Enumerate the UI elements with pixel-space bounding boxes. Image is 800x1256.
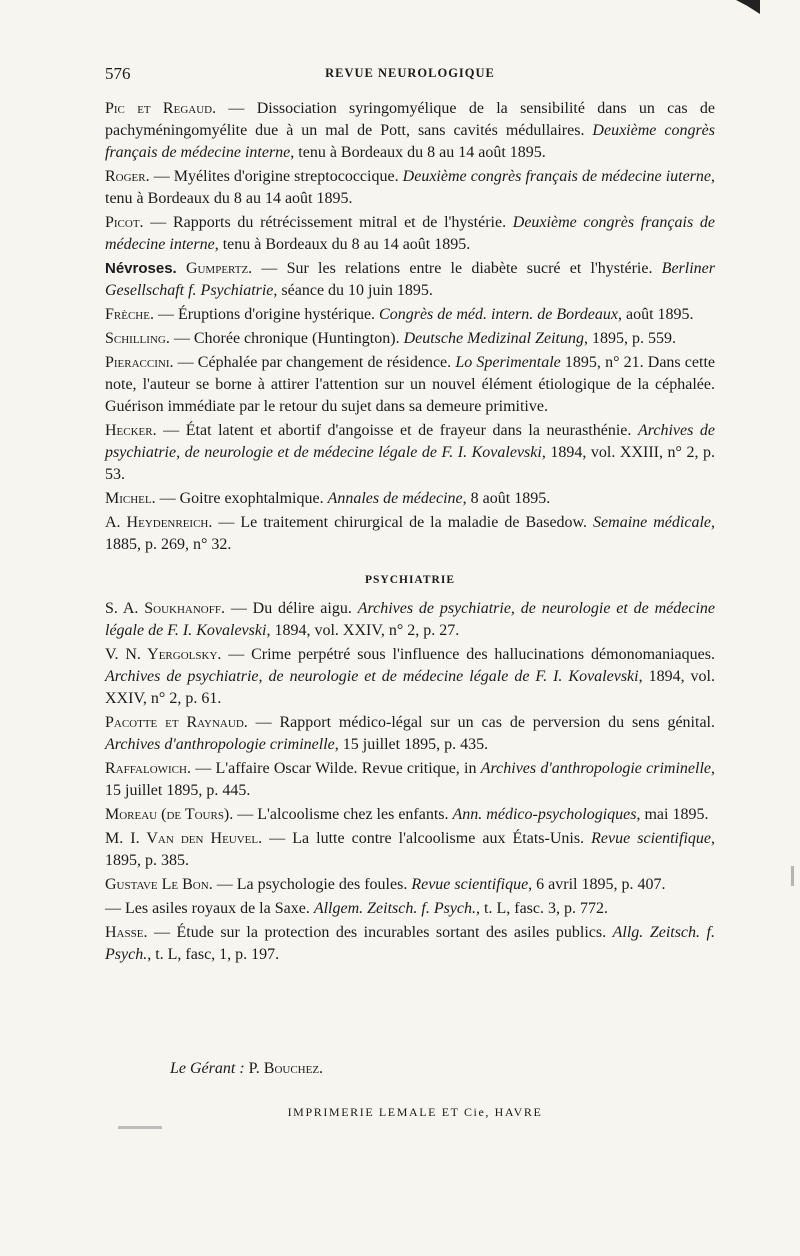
page-number: 576: [105, 64, 131, 83]
entry-source: Berliner Gesellschaft f. Psychiatrie: [105, 260, 715, 299]
imprint-text: IMPRIMERIE LEMALE ET Cie, HAVRE: [287, 1105, 543, 1119]
entry-text: — Dissociation syringomyélique de la sensibilité dans un cas de pachyméningomyélite due à un mal de Pott, sans cavités médullaires.: [105, 100, 715, 139]
entry-tail: , 1894, vol. XXIV, n° 2, p. 27.: [266, 622, 460, 639]
entry-text: — Étude sur la protection des incurables sortant des asiles publics.: [147, 924, 613, 941]
page-content: [105, 98, 715, 968]
entry-author: Raffalowich.: [105, 760, 191, 777]
entry-author: Moreau (de Tours).: [105, 806, 234, 823]
bibliography-entry: [105, 328, 715, 350]
entry-source: Semaine médicale: [593, 514, 711, 531]
entry-tail: , tenu à Bordeaux du 8 au 14 août 1895.: [105, 168, 716, 207]
entry-author: Hasse.: [105, 924, 148, 941]
entry-tail: , 1895, p. 559.: [584, 330, 676, 347]
entry-source: Deuxième congrès français de médecine interne: [105, 122, 715, 161]
entries-psychiatrie: [105, 598, 715, 966]
entry-author: A. Heydenreich.: [105, 514, 213, 531]
entry-author: Pacotte et Raynaud.: [105, 714, 248, 731]
entry-source: Allgem. Zeitsch. f. Psych.: [313, 900, 477, 917]
entry-source: Revue scientifique: [411, 876, 529, 893]
entry-tail: , séance du 10 juin 1895.: [273, 282, 433, 299]
entry-author: Schilling.: [105, 330, 170, 347]
entries-mid: [105, 304, 715, 556]
bibliography-entry: [105, 804, 715, 826]
entry-text: — Du délire aigu.: [224, 600, 358, 617]
entry-text: — Éruptions d'origine hystérique.: [153, 306, 380, 323]
entry-text: — Rapport médico-légal sur un cas de perversion du sens génital.: [247, 714, 715, 731]
entry-tail: , t. L, fasc. 3, p. 772.: [476, 900, 608, 917]
entry-author: Gustave Le Bon.: [105, 876, 213, 893]
entry-tail: , 1895, p. 385.: [105, 830, 715, 869]
bibliography-entry: [105, 874, 715, 896]
bibliography-entry: [105, 512, 715, 556]
entry-author: V. N. Yergolsky.: [105, 646, 222, 663]
bibliography-entry: [105, 828, 715, 872]
entry-author: Michel.: [105, 490, 156, 507]
ink-mark: [118, 1126, 162, 1129]
entry-author: Picot.: [105, 214, 144, 231]
gerant-label: Le Gérant :: [170, 1060, 245, 1077]
entry-source: Revue scientifique: [591, 830, 711, 847]
entry-tail: , tenu à Bordeaux du 8 au 14 août 1895.: [214, 236, 471, 253]
entry-tail: , 15 juillet 1895, p. 445.: [105, 760, 715, 799]
bibliography-entry: [105, 922, 715, 966]
entry-source: Archives de psychiatrie, de neurologie et de médecine légale de F. I. Kovalevski: [105, 668, 639, 685]
bibliography-entry: [105, 98, 715, 164]
bibliography-entry: [105, 166, 715, 210]
gerant-line: [170, 1060, 323, 1078]
bibliography-entry: [105, 898, 715, 920]
bibliography-entry: [105, 420, 715, 486]
entry-source: Archives de psychiatrie, de neurologie et de médecine légale de F. I. Kovalevski: [105, 600, 715, 639]
bibliography-entry: [105, 488, 715, 510]
edge-mark: [791, 866, 794, 886]
entry-source: Archives d'anthropologie criminelle: [480, 760, 711, 777]
entry-text: — L'alcoolisme chez les enfants.: [233, 806, 453, 823]
entry-author: Frèche.: [105, 306, 154, 323]
bibliography-entry: [105, 758, 715, 802]
entry-text: — Myélites d'origine streptococcique.: [149, 168, 403, 185]
entries-top: [105, 98, 715, 256]
entry-text: — Les asiles royaux de la Saxe.: [105, 900, 314, 917]
entry-text: — Céphalée par changement de résidence.: [173, 354, 456, 371]
bibliography-entry: [105, 644, 715, 710]
entry-tail: , août 1895.: [617, 306, 694, 323]
entry-text: — État latent et abortif d'angoisse et de frayeur dans la neurasthénie.: [156, 422, 638, 439]
entry-tail: , 8 août 1895.: [462, 490, 551, 507]
entry-tail: , mai 1895.: [636, 806, 709, 823]
section-title: PSYCHIATRIE: [364, 574, 456, 586]
entry-author: Pic et Regaud.: [105, 100, 217, 117]
entry-source: Archives d'anthropologie criminelle: [105, 736, 335, 753]
entry-text: — La lutte contre l'alcoolisme aux États-Unis.: [262, 830, 592, 847]
entry-author: Hecker.: [105, 422, 157, 439]
entry-author: S. A. Soukhanoff.: [105, 600, 225, 617]
entry-source: Allg. Zeitsch. f. Psych.: [105, 924, 715, 963]
entry-text: — La psychologie des foules.: [212, 876, 412, 893]
corner-mark: [736, 0, 760, 14]
entry-text: — Rapports du rétrécissement mitral et de l'hystérie.: [143, 214, 513, 231]
entry-source: Ann. médico-psychologiques: [452, 806, 637, 823]
nevroses-entry: [105, 258, 715, 302]
entry-tail: , 1894, vol. XXIV, n° 2, p. 61.: [105, 668, 716, 707]
entry-text: — Sur les relations entre le diabète sucré et l'hystérie.: [252, 260, 662, 277]
entry-tail: 1895, n° 21. Dans cette note, l'auteur se borne à attirer l'attention sur un nouvel élément étiologique de la céphalée. Guérison immédiate par le retour du sujet dans sa demeure primitive.: [105, 354, 715, 415]
page-header: [105, 64, 715, 88]
entry-source: Lo Sperimentale: [455, 354, 561, 371]
entry-author: Gumpertz.: [185, 260, 253, 277]
entry-source: Archives de psychiatrie, de neurologie et de médecine légale de F. I. Kovalevski: [105, 422, 716, 461]
entry-tail: , 1885, p. 269, n° 32.: [105, 514, 715, 553]
entry-source: Deuxième congrès français de médecine interne: [105, 214, 715, 253]
bibliography-entry: [105, 212, 715, 256]
entry-author: Roger.: [105, 168, 150, 185]
gerant-name: P. Bouchez.: [248, 1060, 324, 1077]
entry-author: Pieraccini.: [105, 354, 174, 371]
imprint: [0, 1105, 800, 1120]
bibliography-entry: [105, 304, 715, 326]
entry-text: — Crime perpétré sous l'influence des hallucinations démonomaniaques.: [221, 646, 715, 663]
nevroses-label: Névroses.: [105, 260, 177, 277]
entry-tail: , t. L, fasc, 1, p. 197.: [147, 946, 280, 963]
entry-tail: , tenu à Bordeaux du 8 au 14 août 1895.: [290, 144, 546, 161]
entry-tail: , 6 avril 1895, p. 407.: [528, 876, 666, 893]
entry-source: Deutsche Medizinal Zeitung: [403, 330, 584, 347]
entry-text: — Chorée chronique (Huntington).: [169, 330, 404, 347]
entry-text: — L'affaire Oscar Wilde. Revue critique, in: [190, 760, 481, 777]
entry-author: M. I. Van den Heuvel.: [105, 830, 263, 847]
journal-title: REVUE NEUROLOGIQUE: [325, 66, 495, 80]
entry-tail: , 1894, vol. XXIII, n° 2, p. 53.: [105, 444, 716, 483]
entry-source: Deuxième congrès français de médecine iuterne: [402, 168, 712, 185]
entry-source: Congrès de méd. intern. de Bordeaux: [379, 306, 618, 323]
entry-tail: , 15 juillet 1895, p. 435.: [334, 736, 489, 753]
entry-text: — Goitre exophtalmique.: [155, 490, 328, 507]
bibliography-entry: [105, 352, 715, 418]
bibliography-entry: [105, 598, 715, 642]
bibliography-entry: [105, 712, 715, 756]
entry-text: — Le traitement chirurgical de la maladie de Basedow.: [212, 514, 594, 531]
entry-source: Annales de médecine: [327, 490, 463, 507]
